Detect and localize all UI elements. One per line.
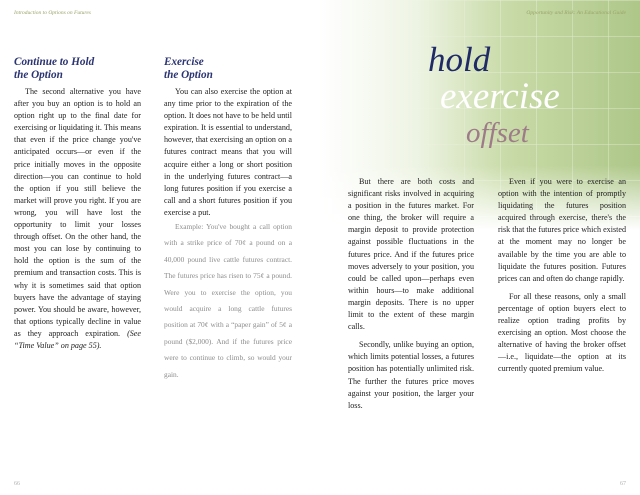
exercise-word: exercise <box>440 76 560 117</box>
page-number-right: 67 <box>620 481 626 487</box>
exercise-heading-line1: Exercise <box>164 56 204 68</box>
exercise-paragraph: You can also exercise the option at any time prior to the expiration of the option. It does not have to be held until expiration. It is essential to understand, however, that exercising an option on a futures contract means that you will acquire either a long or short position in the underlying futures contract—a long futures position if you exercise a call and a short futures position if you exercise a put. <box>164 87 292 217</box>
time-value-reference: (See “Time Value” on page 55). <box>14 328 141 350</box>
right-page <box>320 0 640 495</box>
running-head-left: Introduction to Options on Futures <box>14 10 91 16</box>
offset-word: offset <box>466 117 529 149</box>
hold-word: hold <box>428 40 491 79</box>
exercise-heading-line2: the Option <box>164 69 213 81</box>
exercise-heading <box>164 56 213 82</box>
continue-to-hold-heading-line1: Continue to Hold <box>14 56 95 68</box>
right-column-2 <box>498 176 626 376</box>
liquidation-risk-paragraph: Even if you were to exercise an option with the intention of promptly liquidating the futures position acquired through exercise, there's the risk that the futures price which existed at the moment may no longer be available by the time you are able to liquidate the futures position. Futures prices can and often do change rapidly. <box>498 177 626 283</box>
continue-to-hold-heading <box>14 56 94 82</box>
unlimited-risk-paragraph: Secondly, unlike buying an option, which limits potential losses, a futures position has potentially unlimited risk. The further the futures price moves against your position, the larger your loss. <box>348 340 474 410</box>
offset-choice-paragraph: For all these reasons, only a small percentage of option buyers elect to realize option trading profits by exercising an option. Most choose the alternative of having the broker offset—i.e., liquidate—the option at its currently quoted premium value. <box>498 291 626 374</box>
continue-to-hold-heading-line2: the Option <box>14 69 63 81</box>
continue-to-hold-paragraph <box>14 86 141 352</box>
cattle-example: Example: You've bought a call option with a strike price of 70¢ a pound on a 40,000 pound live cattle futures contract. The futures price has risen to 75¢ a pound. Were you to exercise the option, you would acquire a long cattle futures position at 70¢ with a “paper gain” of 5¢ a pound ($2,000). And if the futures price were to continue to climb, so would your gain. <box>164 222 292 379</box>
continue-to-hold-text: The second alternative you have after you buy an option is to hold an option right up to the final date for exercising or liquidating it. This means that even if the price change you've anticipated occurs—or even if the price initially moves in the opposite direction—you can continue to hold the option if you still believe the market will prove you right. If you are wrong, you will have lost the opportunity to limit your losses through offset. On the other hand, the most you can lose by continuing to hold the option is the sum of the premium and transaction costs. This is why it is sometimes said that option buyers have the advantage of staying power. You should be aware, however, that options typically decline in value as they approach expiration. <box>14 87 141 338</box>
running-head-right: Opportunity and Risk: An Educational Guide <box>526 10 626 16</box>
exercise-column <box>164 86 292 383</box>
right-column-1 <box>348 176 474 412</box>
continue-to-hold-column <box>14 86 141 352</box>
page-number-left: 66 <box>14 481 20 487</box>
margin-risk-paragraph: But there are both costs and significant risks involved in acquiring a position in the futures market. For one thing, the broker will require a margin deposit to provide protection against possible fluctuations in the futures price. And if the futures price moves adversely to your position, you could be called upon—perhaps even within hours—to make additional margin deposits. There is no upper limit to the extent of these margin calls. <box>348 177 474 332</box>
